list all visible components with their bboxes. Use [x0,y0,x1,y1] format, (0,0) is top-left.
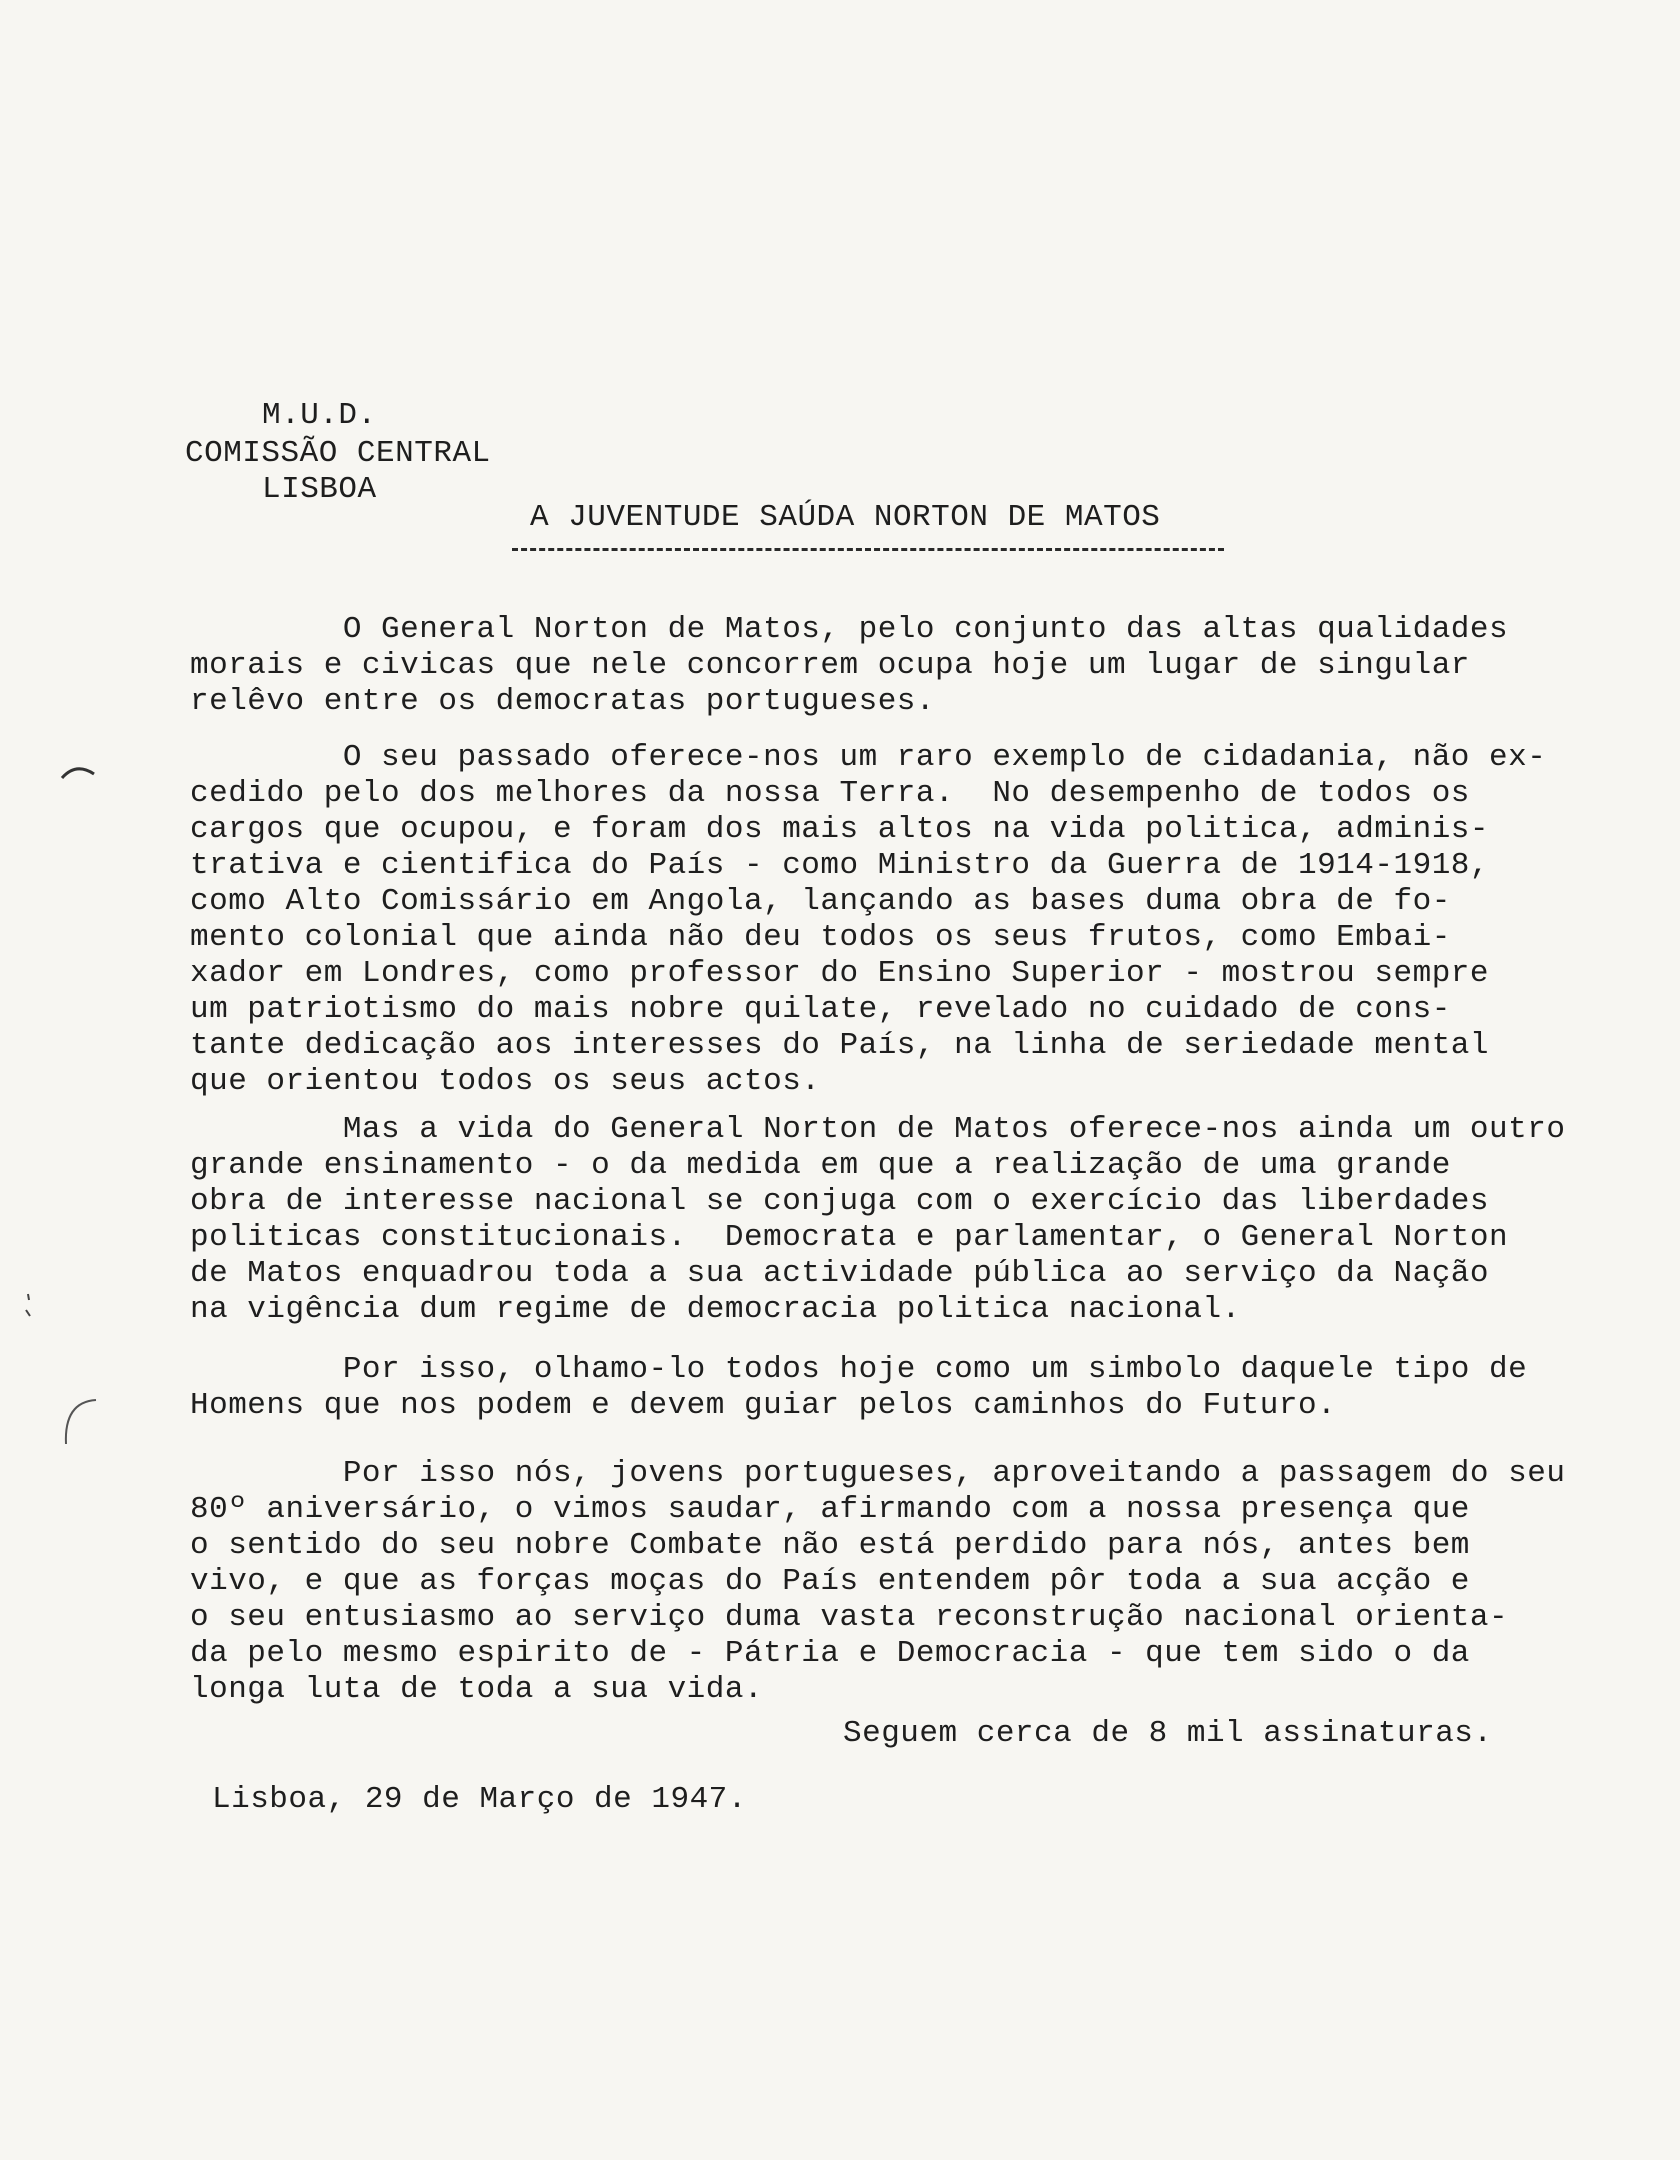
org-city: LISBOA [262,472,377,507]
document-title: A JUVENTUDE SAÚDA NORTON DE MATOS [530,500,1161,535]
punch-hole-mark-top [58,758,98,788]
paragraph-4: Por isso, olhamo-lo todos hoje como um simbolo daquele tipo de Homens que nos podem e devem guiar pelos caminhos do Futuro. [190,1352,1528,1423]
paragraph-3: Mas a vida do General Norton de Matos oferece-nos ainda um outro grande ensinamento - o da medida em que a realização de uma grande obra de interesse nacional se conjuga com o exercício das liberdades politicas constitucionais. Democrata e parlamentar, o General Norton de Matos enquadrou toda a sua actividade pública ao serviço da Nação na vigência dum regime de democracia politica nacional. [190,1112,1566,1327]
punch-hole-mark-bottom [56,1394,106,1454]
paragraph-5: Por isso nós, jovens portugueses, aproveitando a passagem do seu 80º aniversário, o vimos saudar, afirmando com a nossa presença que o sentido do seu nobre Combate não está perdido para nós, antes bem vivo, e que as forças moças do País entendem pôr toda a sua acção e o seu entusiasmo ao serviço duma vasta reconstrução nacional orienta- da pelo mesmo espirito de - Pátria e Democracia - que tem sido o da longa luta de toda a sua vida. [190,1456,1566,1707]
dateline: Lisboa, 29 de Março de 1947. [212,1782,747,1817]
signatures-note: Seguem cerca de 8 mil assinaturas. [843,1716,1493,1751]
paragraph-1: O General Norton de Matos, pelo conjunto das altas qualidades morais e civicas que nele concorrem ocupa hoje um lugar de singular relêvo entre os democratas portugueses. [190,612,1509,719]
org-acronym: M.U.D. [262,398,377,433]
paragraph-2: O seu passado oferece-nos um raro exemplo de cidadania, não ex- cedido pelo dos melhores da nossa Terra. No desempenho de todos os cargos que ocupou, e foram dos mais altos na vida politica, adminis- trativa e cientifica do País - como Ministro da Guerra de 1914-1918, como Alto Comissário em Angola, lançando as bases duma obra de fo- mento colonial que ainda não deu todos os seus frutos, como Embai- xador em Londres, como professor do Ensino Superior - mostrou sempre um patriotismo do mais nobre quilate, revelado no cuidado de cons- tante dedicação aos interesses do País, na linha de seriedade mental que orientou todos os seus actos. [190,740,1547,1099]
title-underline [512,548,1224,551]
org-committee: COMISSÃO CENTRAL [185,436,491,471]
speck-mark [22,1290,36,1320]
